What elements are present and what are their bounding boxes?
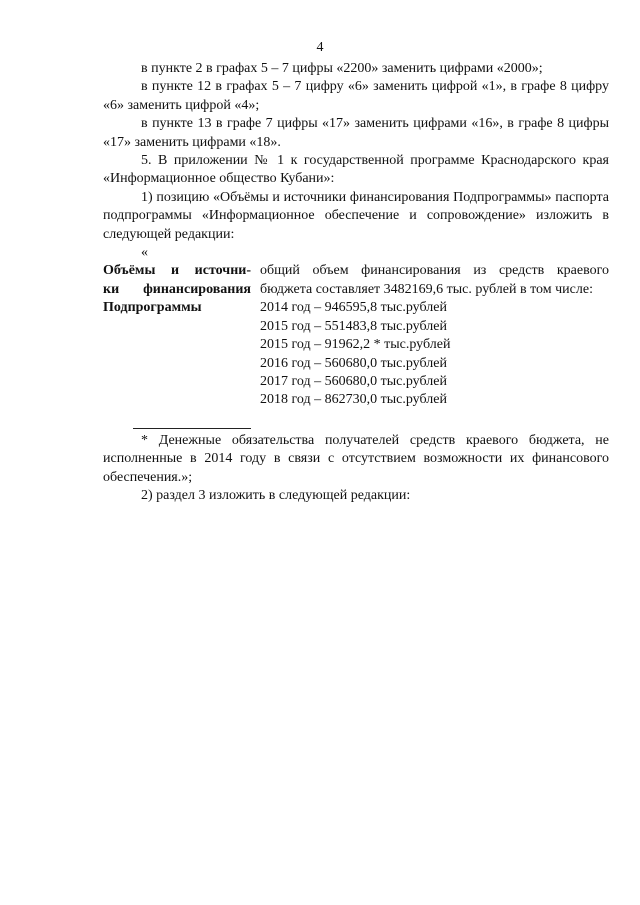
quote-open: « [141, 245, 148, 261]
passport-label-line: Объёмы и источни- [103, 263, 251, 279]
paragraph: 2) раздел 3 изложить в следующей редакции: [141, 487, 411, 503]
footnote-divider [133, 428, 251, 429]
year-item: 2016 год – 560680,0 тыс.рублей [260, 355, 447, 371]
year-item: 2018 год – 862730,0 тыс.рублей [260, 392, 447, 408]
footnote: * Денежные обязательства получателей средств краевого бюджета, не исполненные в 2014 году в связи с отсутствием возможности их финансового обеспечения.»; [103, 432, 609, 485]
year-item: 2017 год – 560680,0 тыс.рублей [260, 373, 447, 389]
financing-intro: общий объем финансирования из средств краевого бюджета составляет 3482169,6 тыс. рублей в том числе: [260, 263, 609, 297]
document-body [103, 60, 609, 505]
year-list [260, 299, 609, 409]
paragraph: 5. В приложении № 1 к государственной программе Краснодарского края «Информационное общество Кубани»: [103, 153, 609, 187]
paragraph: 1) позицию «Объёмы и источники финансирования Подпрограммы» паспорта подпрограммы «Информационное обеспечение и сопровождение» изложить в следующей редакции: [103, 189, 609, 242]
passport-label [103, 262, 257, 409]
passport-label-line: ки финансирования [103, 281, 251, 297]
page-number: 4 [316, 40, 324, 55]
paragraph: в пункте 2 в графах 5 – 7 цифры «2200» заменить цифрами «2000»; [141, 61, 543, 76]
passport-label-line: Подпрограммы [103, 300, 202, 316]
year-item: 2014 год – 946595,8 тыс.рублей [260, 300, 447, 316]
paragraph: в пункте 12 в графах 5 – 7 цифру «6» заменить цифрой «1», в графе 8 цифру «6» заменить цифрой «4»; [103, 79, 609, 113]
passport-content [257, 262, 609, 409]
year-item: 2015 год – 551483,8 тыс.рублей [260, 318, 447, 334]
year-item: 2015 год – 91962,2 * тыс.рублей [260, 337, 451, 353]
paragraph: в пункте 13 в графе 7 цифры «17» заменить цифрами «16», в графе 8 цифры «17» заменить цифрами «18». [103, 116, 609, 150]
passport-table [103, 262, 609, 409]
